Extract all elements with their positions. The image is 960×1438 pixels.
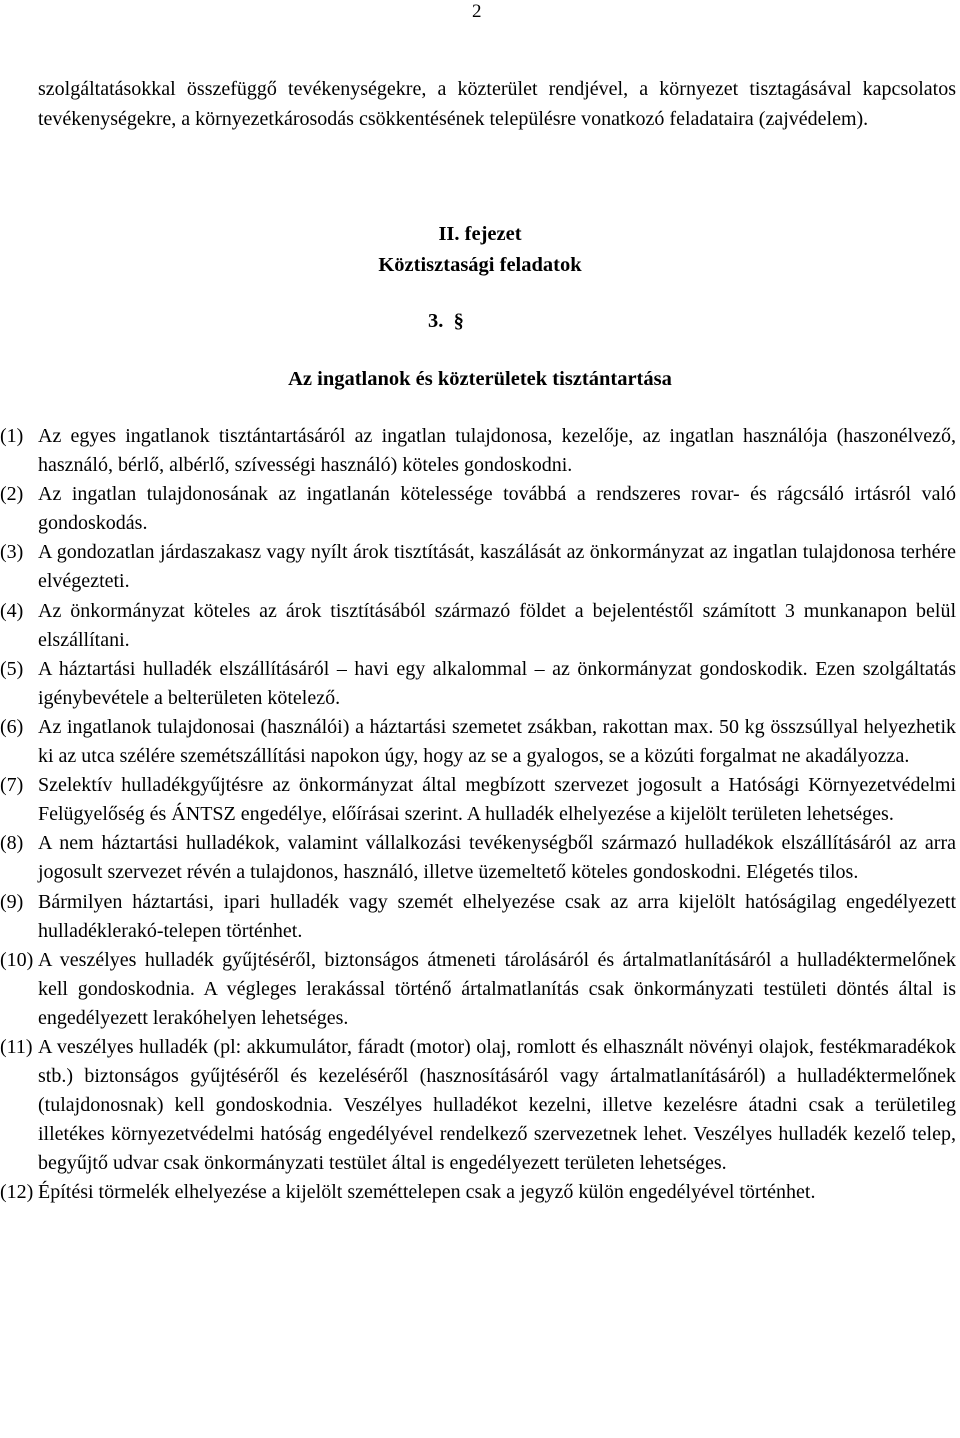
paragraph-text: A gondozatlan járdaszakasz vagy nyílt árok tisztítását, kaszálását az önkormányzat az ingatlan tulajdonosa terhére elvégezteti. bbox=[38, 541, 956, 593]
paragraph-text: Az önkormányzat köteles az árok tisztításából származó földet a bejelentéstől számított 3 munkanapon belül elszállítani. bbox=[38, 599, 956, 651]
intro-paragraph: szolgáltatásokkal összefüggő tevékenységekre, a közterület rendjével, a környezet tisztagásával kapcsolatos tevékenységekre, a környezetkárosodás csökkentésének településre vonatkozó feladataira (zajvédelem). bbox=[38, 78, 956, 130]
section-number-value: 3. bbox=[428, 310, 444, 332]
paragraph-number: (2) bbox=[0, 483, 24, 506]
paragraph-text: A nem háztartási hulladékok, valamint vállalkozási tevékenységből származó hulladékok elszállításáról az arra jogosult szervezet révén a tulajdonos, használó, illetve üzemeltető köteles gondoskodni. Elégetés tilos. bbox=[38, 832, 956, 884]
chapter-title: Köztisztasági feladatok bbox=[378, 254, 582, 276]
paragraph-number: (11) bbox=[0, 1035, 33, 1058]
paragraph-text: Szelektív hulladékgyűjtésre az önkormányzat által megbízott szervezet jogosult a Hatósági Környezetvédelmi Felügyelőség és ÁNTSZ engedélye, előírásai szerint. A hulladék elhelyezése a kijelölt területen lehetséges. bbox=[38, 774, 956, 826]
paragraph-text: Az ingatlan tulajdonosának az ingatlanán kötelessége továbbá a rendszeres rovar- és rágcsáló irtásról való gondoskodás. bbox=[38, 483, 956, 535]
paragraph-text: Az egyes ingatlanok tisztántartásáról az ingatlan tulajdonosa, kezelője, az ingatlan használója (haszonélvező, használó, bérlő, albérlő, szívességi használó) köteles gondoskodni. bbox=[38, 425, 956, 477]
paragraph-text: Az ingatlanok tulajdonosai (használói) a háztartási szemetet zsákban, rakottan max. 50 kg összsúllyal helyezhetik ki az utca szélére szemétszállítási napokon úgy, hogy az se a gyalogos, se a közúti forgalmat ne akadályozza. bbox=[38, 715, 956, 768]
paragraph-9 bbox=[0, 888, 960, 946]
paragraph-number: (8) bbox=[0, 832, 24, 855]
paragraph-number: (4) bbox=[0, 599, 24, 622]
section-title: Az ingatlanok és közterületek tisztántartása bbox=[288, 368, 672, 390]
paragraph-number: (6) bbox=[0, 715, 24, 738]
paragraph-1 bbox=[0, 422, 960, 480]
paragraph-4 bbox=[0, 597, 960, 655]
paragraph-text: Bármilyen háztartási, ipari hulladék vagy szemét elhelyezése csak az arra kijelölt hatóságilag engedélyezett hulladéklerakó-telepen történhet. bbox=[38, 890, 956, 942]
paragraph-number: (9) bbox=[0, 890, 24, 913]
paragraph-5 bbox=[0, 655, 960, 713]
paragraph-11 bbox=[0, 1033, 960, 1178]
paragraph-7 bbox=[0, 771, 960, 829]
paragraph-number: (10) bbox=[0, 948, 34, 971]
chapter-label: II. fejezet bbox=[438, 223, 522, 245]
paragraph-list bbox=[0, 422, 960, 1208]
paragraph-number: (3) bbox=[0, 541, 24, 564]
paragraph-number: (7) bbox=[0, 774, 24, 797]
section-number bbox=[428, 306, 464, 337]
paragraph-text: A veszélyes hulladék (pl: akkumulátor, fáradt (motor) olaj, romlott és elhasznált növényi olajok, festékmaradékok stb.) biztonságos gyűjtéséről és kezeléséről (hasznosításáról vagy ártalmatlanításáról) a hulladéktermelőnek (tulajdonosnak) kell gondoskodnia. Veszélyes hulladékot kezelni, illetve kezelésre átadni csak a területileg illetékes környezetvédelmi hatóság engedélyével rendelkező szervezetnek lehet. Veszélyes hulladék kezelő telep, begyűjtő udvar csak önkormányzati testület által is engedélyezett területen lehetséges. bbox=[38, 1035, 956, 1175]
paragraph-2 bbox=[0, 480, 960, 538]
paragraph-10 bbox=[0, 946, 960, 1033]
chapter-heading bbox=[0, 219, 960, 281]
paragraph-12 bbox=[0, 1178, 960, 1207]
paragraph-number: (5) bbox=[0, 657, 24, 680]
paragraph-text: A veszélyes hulladék gyűjtéséről, biztonságos átmeneti tárolásáról és ártalmatlanításáról a hulladéktermelőnek kell gondoskodnia. A végleges lerakással történő ártalmatlanítás csak önkormányzati testületi döntés által is engedélyezett lerakóhelyen lehetséges. bbox=[38, 948, 956, 1029]
paragraph-6 bbox=[0, 713, 960, 771]
paragraph-number: (1) bbox=[0, 425, 24, 447]
paragraph-text: Építési törmelék elhelyezése a kijelölt szeméttelepen csak a jegyző külön engedélyével történhet. bbox=[38, 1181, 816, 1204]
section-symbol: § bbox=[453, 310, 464, 332]
page-number: 2 bbox=[472, 1, 482, 22]
paragraph-8 bbox=[0, 829, 960, 887]
paragraph-number: (12) bbox=[0, 1181, 34, 1204]
paragraph-text: A háztartási hulladék elszállításáról – havi egy alkalommal – az önkormányzat gondoskodik. Ezen szolgáltatás igénybevétele a belterületen kötelező. bbox=[38, 657, 956, 709]
paragraph-3 bbox=[0, 538, 960, 596]
